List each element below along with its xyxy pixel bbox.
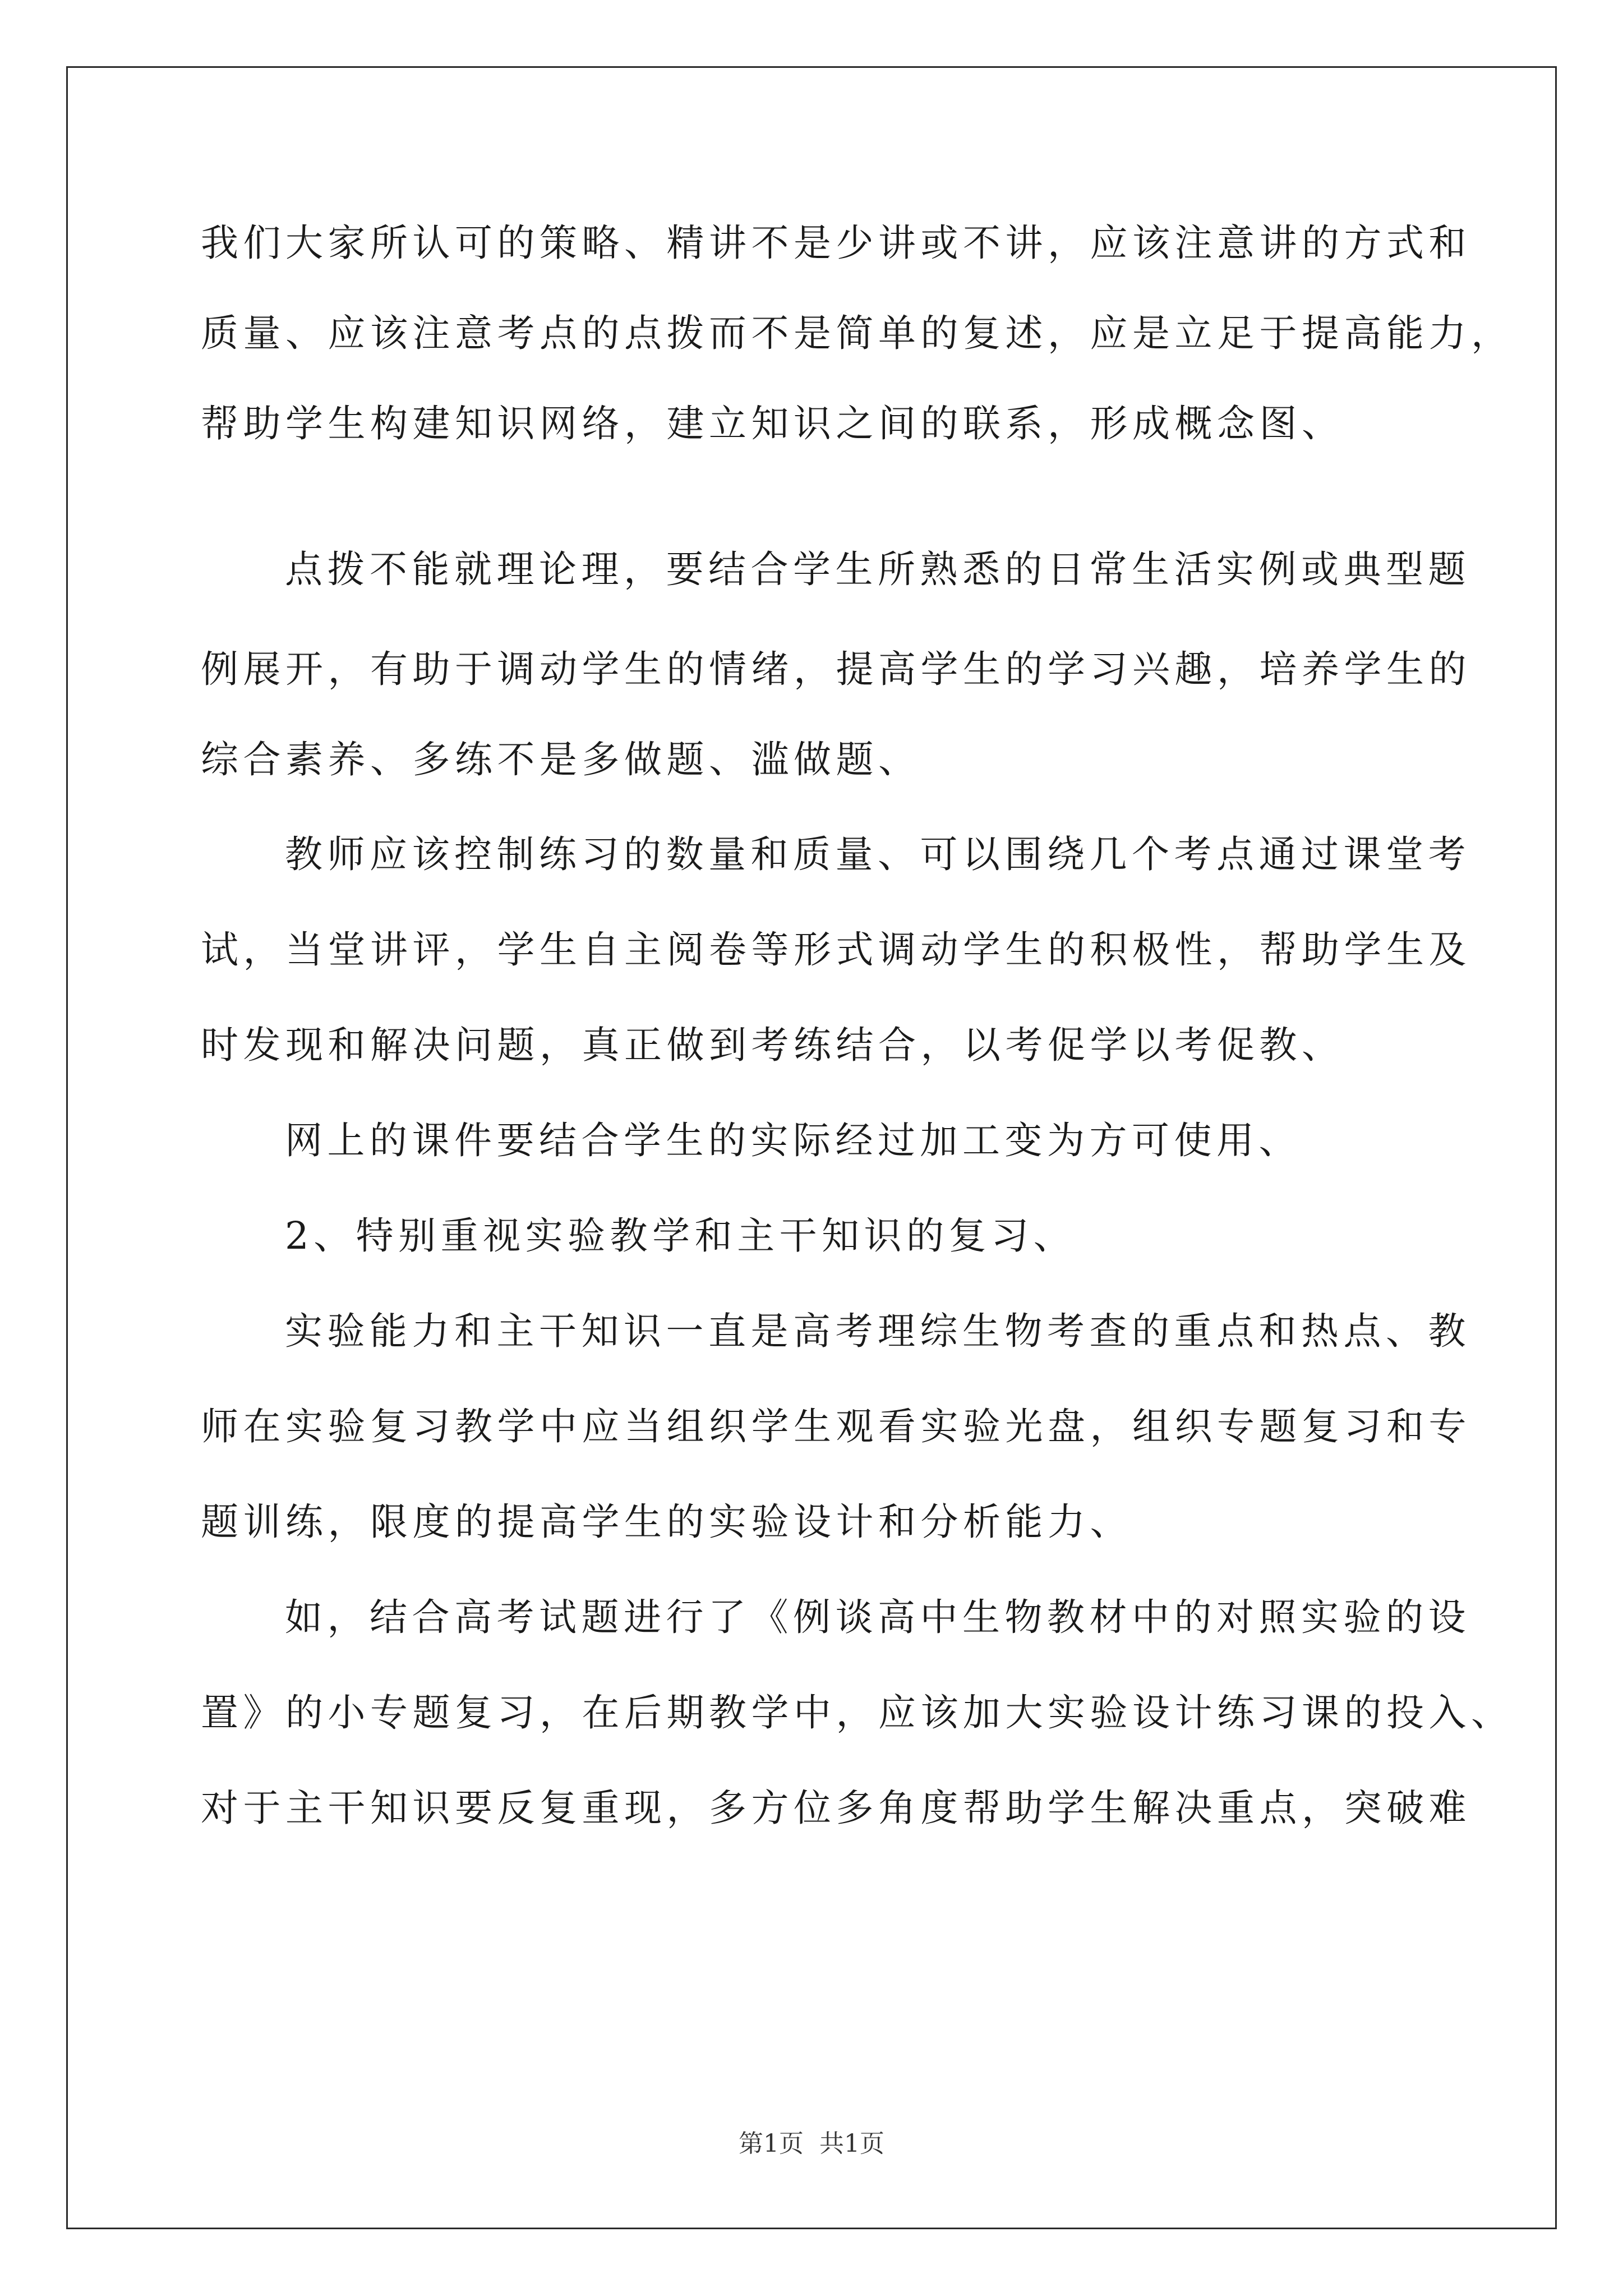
page-footer [0,2129,1623,2158]
paragraph-start-line: 点拨不能就理论理，要结合学生所熟悉的日常生活实例或典型题 [285,547,1470,591]
text-line: 帮助学生构建知识网络，建立知识之间的联系，形成概念图、 [201,402,1344,445]
paragraph-start-line: 实验能力和主干知识一直是高考理综生物考查的重点和热点、教 [285,1309,1470,1353]
text-line: 时发现和解决问题，真正做到考练结合，以考促学以考促教、 [201,1023,1344,1067]
page-total: 共1页 [819,2129,884,2158]
text-line: 置》的小专题复习，在后期教学中，应该加大实验设计练习课的投入、 [201,1691,1514,1734]
text-line: 对于主干知识要反复重现，多方位多角度帮助学生解决重点，突破难 [201,1786,1471,1830]
text-line: 质量、应该注意考点的点拨而不是简单的复述，应是立足于提高能力， [201,311,1514,355]
text-line: 例展开，有助于调动学生的情绪，提高学生的学习兴趣，培养学生的 [201,647,1471,691]
text-line: 我们大家所认可的策略、精讲不是少讲或不讲，应该注意讲的方式和 [201,221,1471,265]
text-line: 师在实验复习教学中应当组织学生观看实验光盘，组织专题复习和专 [201,1405,1471,1448]
text-line: 题训练，限度的提高学生的实验设计和分析能力、 [201,1500,1132,1544]
text-line: 试，当堂讲评，学生自主阅卷等形式调动学生的积极性，帮助学生及 [201,928,1471,972]
paragraph-start-line: 教师应该控制练习的数量和质量、可以围绕几个考点通过课堂考 [285,832,1470,876]
page-number: 第1页 [739,2129,804,2158]
paragraph-start-line: 网上的课件要结合学生的实际经过加工变为方可使用、 [285,1119,1301,1162]
section-heading: 2、特别重视实验教学和主干知识的复习、 [285,1214,1076,1258]
paragraph-start-line: 如，结合高考试题进行了《例谈高中生物教材中的对照实验的设 [285,1595,1470,1639]
text-line: 综合素养、多练不是多做题、滥做题、 [201,738,921,781]
